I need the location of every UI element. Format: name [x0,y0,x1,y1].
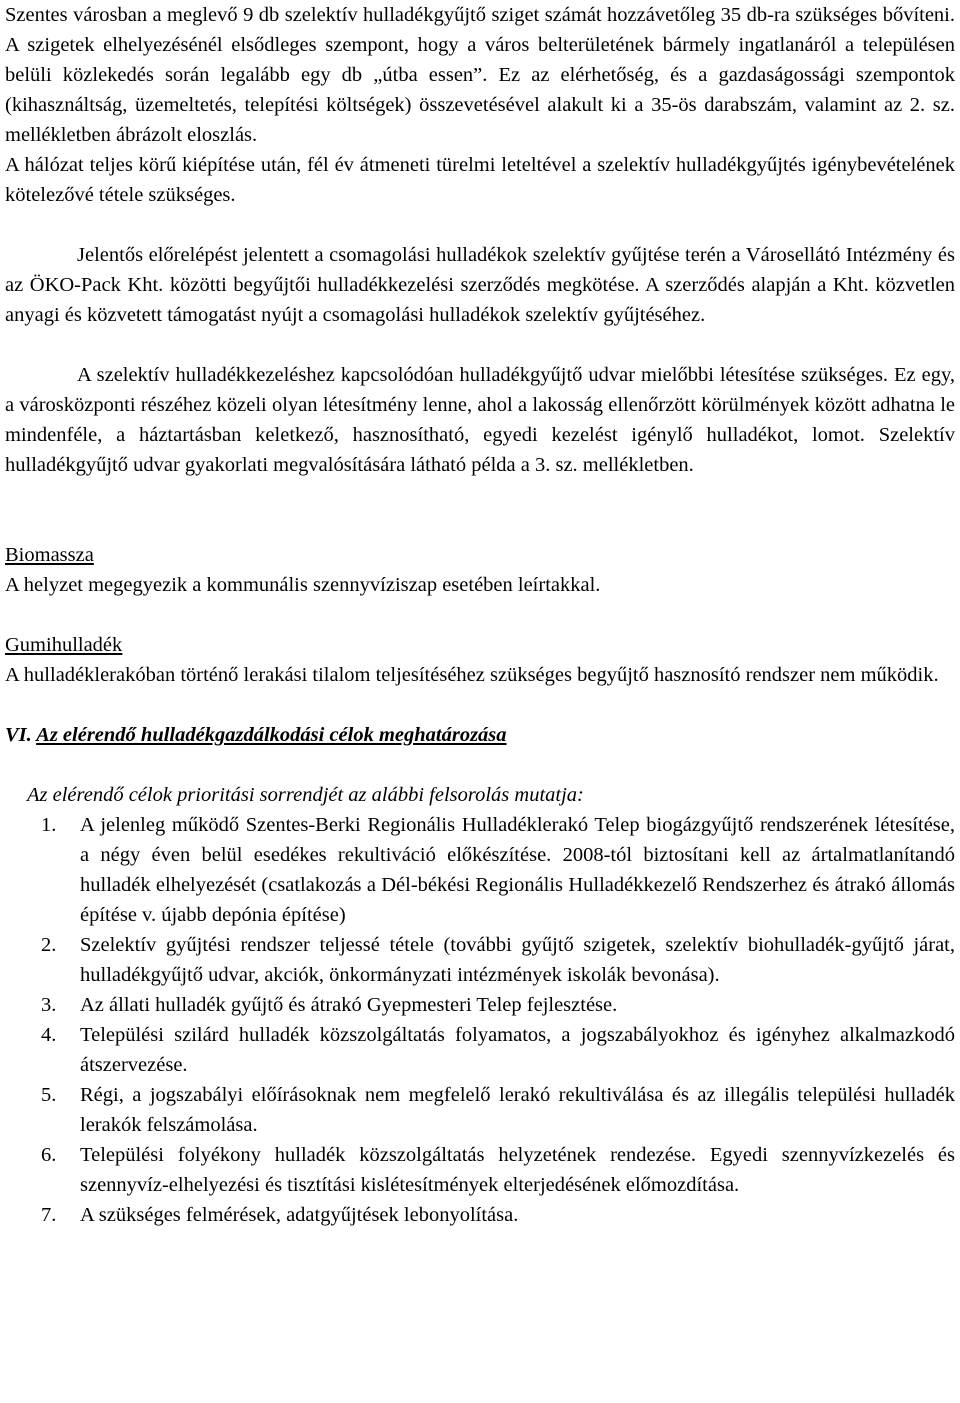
list-item-number: 5. [41,1084,57,1106]
list-item [5,1020,955,1080]
list-item-text: Régi, a jogszabályi előírásoknak nem megfelelő lerakó rekultiválása és az illegális települési hulladék lerakók felszámolása. [80,1084,955,1136]
list-item-text: Az állati hulladék gyűjtő és átrakó Gyepmesteri Telep fejlesztése. [80,994,618,1016]
section-number: VI. [5,724,32,746]
paragraph-oko-pack: Jelentős előrelépést jelentett a csomagolási hulladékok szelektív gyűjtése terén a Városellátó Intézmény és az ÖKO-Pack Kht. közötti begyűjtői hulladékkezelési szerződés megkötése. A szerződés alapján a Kht. közvetlen anyagi és közvetett támogatást nyújt a csomagolási hulladékok szelektív gyűjtéséhez. [5,244,955,326]
heading-gumihulladek: Gumihulladék [5,634,123,656]
list-item-text: A szükséges felmérések, adatgyűjtések lebonyolítása. [80,1204,519,1226]
list-item-number: 1. [41,814,57,836]
list-item-number: 6. [41,1144,57,1166]
priority-list [5,810,955,1230]
section-title [5,720,955,750]
list-item-number: 4. [41,1024,57,1046]
list-item [5,810,955,930]
paragraph-biomassza: A helyzet megegyezik a kommunális szennyvíziszap esetében leírtakkal. [5,574,601,596]
paragraph-hulladekgyujto-udvar: A szelektív hulladékkezeléshez kapcsolódóan hulladékgyűjtő udvar mielőbbi létesítése szükséges. Ez egy, a városközponti részéhez közeli olyan létesítmény lenne, ahol a lakosság ellenőrzött körülmények között adhatna le mindenféle, a háztartásban keletkező, hasznosítható, egyedi kezelést igénylő hulladékot, lomot. Szelektív hulladékgyűjtő udvar gyakorlati megvalósítására látható példa a 3. sz. mellékletben. [5,364,955,476]
list-item-text: A jelenleg működő Szentes-Berki Regionális Hulladéklerakó Telep biogázgyűjtő rendszerének létesítése, a négy éven belül esedékes rekultiváció előkészítése. 2008-tól biztosítani kell az ártalmatlanítandó hulladék elhelyezését (csatlakozás a Dél-békési Regionális Hulladékkezelő Rendszerhez és átrakó állomás építése v. újabb depónia építése) [80,814,955,926]
list-item-text: Települési folyékony hulladék közszolgáltatás helyzetének rendezése. Egyedi szennyvízkezelés és szennyvíz-elhelyezési és tisztítási kislétesítmények elterjedésének előmozdítása. [80,1144,955,1196]
list-item-number: 2. [41,934,57,956]
spacer [5,600,955,630]
heading-biomassza: Biomassza [5,544,94,566]
spacer [5,750,955,780]
list-item-text: Szelektív gyűjtési rendszer teljessé tétele (további gyűjtő szigetek, szelektív biohulladék-gyűjtő járat, hulladékgyűjtő udvar, akciók, önkormányzati intézmények iskolák bevonása). [80,934,955,986]
list-item [5,1200,955,1230]
spacer [5,480,955,540]
priority-intro: Az elérendő célok prioritási sorrendjét az alábbi felsorolás mutatja: [27,784,584,806]
section-title-text: Az elérendő hulladékgazdálkodási célok meghatározása [36,724,507,746]
spacer [5,330,955,360]
spacer [5,690,955,720]
document-page [5,0,955,1230]
paragraph-gumihulladek: A hulladéklerakóban történő lerakási tilalom teljesítéséhez szükséges begyűjtő hasznosító rendszer nem működik. [5,664,939,686]
list-item [5,1140,955,1200]
list-item-text: Települési szilárd hulladék közszolgáltatás folyamatos, a jogszabályokhoz és igényhez alkalmazkodó átszervezése. [80,1024,955,1076]
list-item [5,1080,955,1140]
paragraph-szelektiv-szigetek: Szentes városban a meglevő 9 db szelektív hulladékgyűjtő sziget számát hozzávetőleg 35 db-ra szükséges bővíteni. A szigetek elhelyezésénél elsődleges szempont, hogy a város belterületének bármely ingatlanáról a településen belüli közlekedés során legalább egy db „útba essen”. Ez az elérhetőség, és a gazdaságossági szempontok (kihasználtság, üzemeltetés, telepítési költségek) összevetésével alakult ki a 35-ös darabszám, valamint az 2. sz. mellékletben ábrázolt eloszlás. [5,4,955,146]
paragraph-halozat-kiepitese: A hálózat teljes körű kiépítése után, fél év átmeneti türelmi leteltével a szelektív hulladékgyűjtés igénybevételének kötelezővé tétele szükséges. [5,154,955,206]
list-item-number: 3. [41,994,57,1016]
list-item [5,930,955,990]
spacer [5,210,955,240]
list-item [5,990,955,1020]
list-item-number: 7. [41,1204,57,1226]
